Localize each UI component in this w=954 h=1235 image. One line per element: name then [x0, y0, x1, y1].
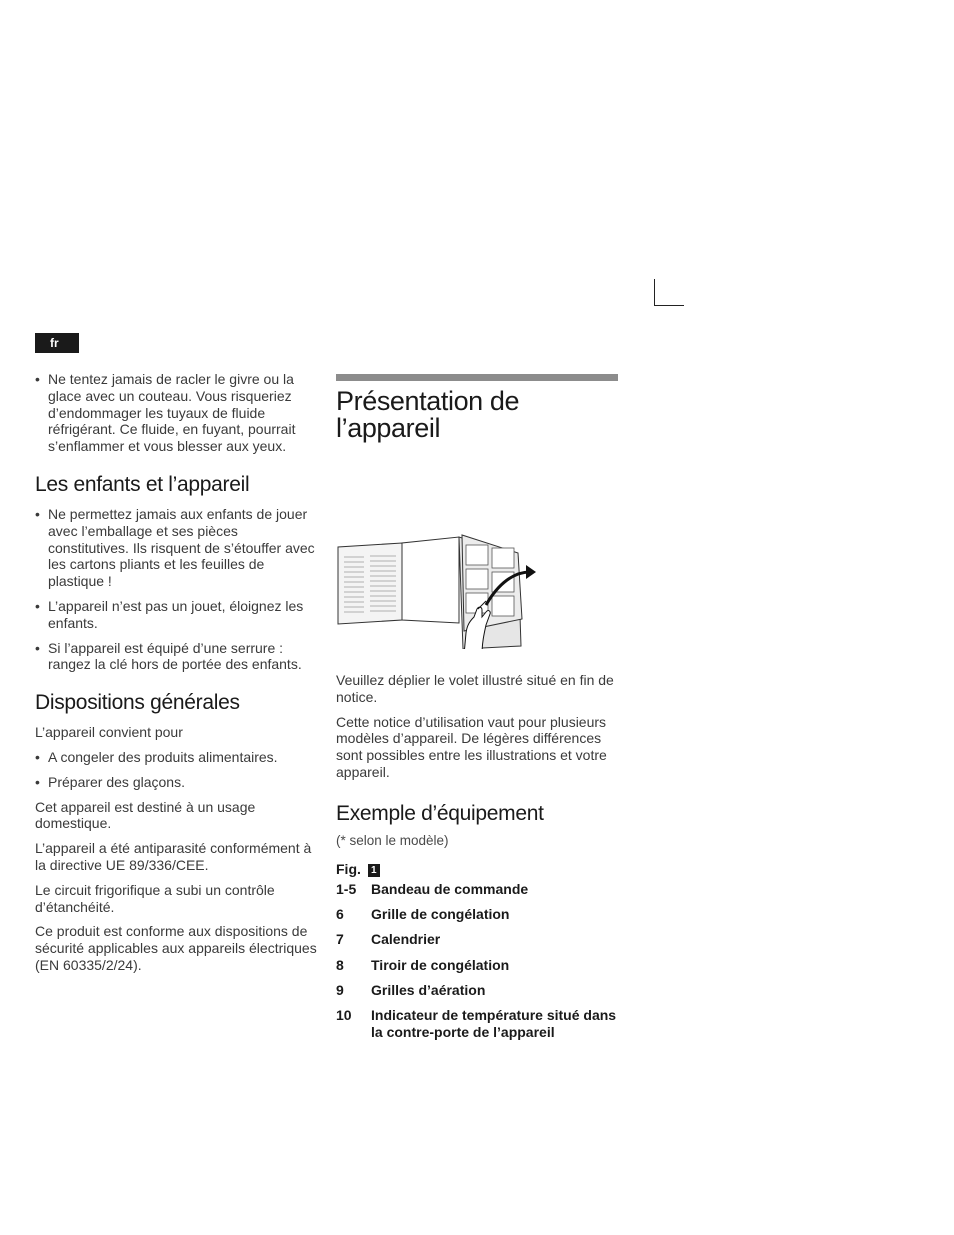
legend-number: 7 — [336, 931, 344, 948]
legend-number: 6 — [336, 906, 344, 923]
list-item — [336, 982, 618, 999]
legend-text: Calendrier — [371, 931, 441, 948]
paragraph: Cette notice d’utilisation vaut pour plusieurs modèles d’appareil. De légères différences sont possibles entre les illustrations et votre appareil. — [336, 713, 607, 780]
legend-number: 8 — [336, 956, 344, 973]
figure-reference — [336, 861, 618, 877]
list-item: • Ne tentez jamais de racler le givre ou la glace avec un couteau. Vous risqueriez d’endommager les tuyaux de fluide réfrigérant. Ce fluide, en fuyant, pourrait s’enflammer et vous blesser aux yeux. — [35, 371, 317, 455]
legend-text: Grilles d’aération — [371, 981, 486, 998]
list-item: • Préparer des glaçons. — [35, 774, 317, 791]
section-rule — [336, 374, 618, 381]
page-title: Présentation de l’appareil — [336, 386, 520, 443]
legend-number: 1-5 — [336, 880, 357, 897]
list-item — [336, 881, 618, 898]
figure-label: Fig. — [336, 860, 361, 877]
list-item: • Ne permettez jamais aux enfants de jouer avec l’emballage et ses pièces constitutives. Ils risquent de s’étouffer avec les cartons pliants et les feuilles de plastique ! — [35, 506, 317, 590]
paragraph: L’appareil a été antiparasité conformément à la directive UE 89/336/CEE. — [35, 840, 312, 873]
legend-text: Bandeau de commande — [371, 880, 529, 897]
model-note: (* selon le modèle) — [336, 832, 449, 848]
section-heading-children: Les enfants et l’appareil — [35, 472, 250, 496]
legend-text: Grille de congélation — [371, 906, 510, 923]
section-heading-equipment: Exemple d’équipement — [336, 801, 544, 825]
list-item: • L’appareil n’est pas un jouet, éloignez les enfants. — [35, 598, 317, 632]
intro-bullet-list — [35, 371, 317, 455]
paragraph: Ce produit est conforme aux dispositions de sécurité applicables aux appareils électriques (EN 60335/2/24). — [35, 923, 317, 973]
legend-number: 10 — [336, 1007, 352, 1024]
paragraph: Veuillez déplier le volet illustré situé en fin de notice. — [336, 672, 614, 705]
paragraph: Le circuit frigorifique a subi un contrôle d’étanchéité. — [35, 881, 275, 915]
list-item — [336, 906, 618, 923]
legend-text: Tiroir de congélation — [371, 956, 510, 973]
general-intro: L’appareil convient pour — [35, 724, 183, 741]
children-bullet-list — [35, 506, 317, 673]
list-item: • A congeler des produits alimentaires. — [35, 749, 317, 766]
general-bullet-list — [35, 749, 317, 791]
list-item — [336, 957, 618, 974]
foldout-illustration — [336, 459, 546, 649]
figure-number-badge: 1 — [368, 864, 380, 877]
legend-number: 9 — [336, 981, 344, 998]
list-item: • Si l’appareil est équipé d’une serrure : rangez la clé hors de portée des enfants. — [35, 640, 317, 674]
list-item — [336, 1007, 618, 1041]
right-column — [336, 374, 618, 1049]
section-heading-general: Dispositions générales — [35, 691, 240, 715]
paragraph: Cet appareil est destiné à un usage domestique. — [35, 798, 256, 832]
legend-list — [336, 881, 618, 1041]
crop-mark — [654, 279, 655, 306]
crop-mark — [654, 305, 684, 306]
legend-text: Indicateur de température situé dans la contre-porte de l’appareil — [371, 1007, 617, 1041]
left-column — [35, 371, 317, 982]
list-item — [336, 931, 618, 948]
language-tab: fr — [35, 333, 79, 353]
